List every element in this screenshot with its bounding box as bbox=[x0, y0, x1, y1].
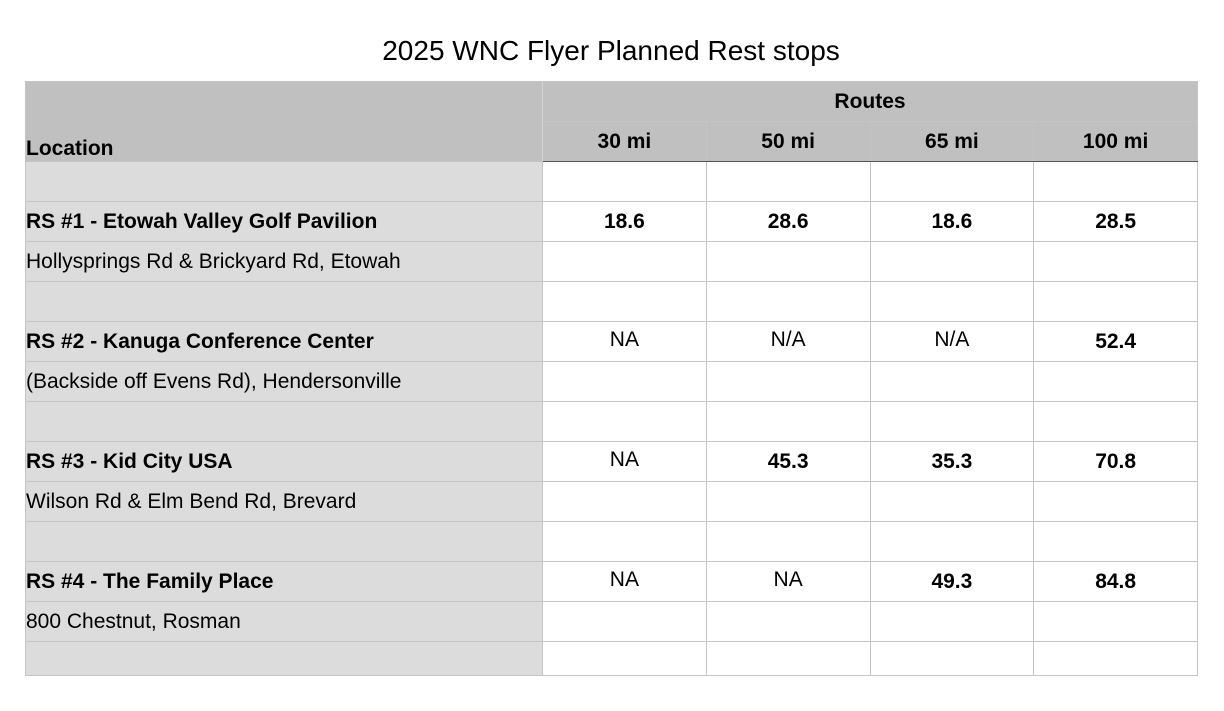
empty-cell bbox=[870, 642, 1034, 676]
table-row bbox=[26, 202, 1198, 242]
stop-name: RS #3 - Kid City USA bbox=[26, 442, 543, 482]
empty-cell bbox=[1034, 642, 1198, 676]
stop-mile-100: 28.5 bbox=[1034, 202, 1198, 242]
spacer-row bbox=[26, 402, 1198, 442]
empty-cell bbox=[1034, 602, 1198, 642]
stop-mile-65: 49.3 bbox=[870, 562, 1034, 602]
stop-mile-50: NA bbox=[706, 562, 870, 602]
stop-address: 800 Chestnut, Rosman bbox=[26, 602, 543, 642]
table-row bbox=[26, 562, 1198, 602]
empty-cell bbox=[870, 482, 1034, 522]
empty-cell bbox=[870, 402, 1034, 442]
spacer-row bbox=[26, 642, 1198, 676]
stop-mile-50: N/A bbox=[706, 322, 870, 362]
stop-mile-50: 28.6 bbox=[706, 202, 870, 242]
stop-mile-65: 35.3 bbox=[870, 442, 1034, 482]
empty-cell bbox=[870, 362, 1034, 402]
table-row bbox=[26, 322, 1198, 362]
stop-mile-50: 45.3 bbox=[706, 442, 870, 482]
empty-cell bbox=[1034, 282, 1198, 322]
empty-cell bbox=[706, 522, 870, 562]
stop-address: (Backside off Evens Rd), Hendersonville bbox=[26, 362, 543, 402]
empty-cell bbox=[870, 602, 1034, 642]
stop-mile-100: 52.4 bbox=[1034, 322, 1198, 362]
empty-cell bbox=[1034, 482, 1198, 522]
spacer-row bbox=[26, 162, 1198, 202]
page-title: 2025 WNC Flyer Planned Rest stops bbox=[382, 35, 840, 66]
stop-mile-100: 84.8 bbox=[1034, 562, 1198, 602]
empty-cell bbox=[26, 282, 543, 322]
rest-stops-table bbox=[25, 81, 1198, 676]
empty-cell bbox=[706, 602, 870, 642]
stop-mile-30: 18.6 bbox=[543, 202, 707, 242]
empty-cell bbox=[1034, 362, 1198, 402]
stop-mile-65: 18.6 bbox=[870, 202, 1034, 242]
empty-cell bbox=[543, 602, 707, 642]
stop-mile-65: N/A bbox=[870, 322, 1034, 362]
routes-header: Routes bbox=[543, 82, 1198, 122]
location-header: Location bbox=[26, 82, 543, 162]
stop-mile-30: NA bbox=[543, 322, 707, 362]
empty-cell bbox=[543, 642, 707, 676]
empty-cell bbox=[543, 242, 707, 282]
empty-cell bbox=[543, 162, 707, 202]
empty-cell bbox=[26, 162, 543, 202]
empty-cell bbox=[543, 362, 707, 402]
empty-cell bbox=[26, 402, 543, 442]
header-row-routes bbox=[26, 82, 1198, 122]
empty-cell bbox=[1034, 402, 1198, 442]
empty-cell bbox=[706, 282, 870, 322]
empty-cell bbox=[26, 642, 543, 676]
empty-cell bbox=[26, 522, 543, 562]
empty-cell bbox=[706, 362, 870, 402]
table-row bbox=[26, 602, 1198, 642]
empty-cell bbox=[1034, 162, 1198, 202]
stop-name: RS #2 - Kanuga Conference Center bbox=[26, 322, 543, 362]
empty-cell bbox=[706, 242, 870, 282]
table-row bbox=[26, 482, 1198, 522]
empty-cell bbox=[870, 162, 1034, 202]
route-header-30: 30 mi bbox=[543, 122, 707, 162]
table-row bbox=[26, 242, 1198, 282]
stop-name: RS #1 - Etowah Valley Golf Pavilion bbox=[26, 202, 543, 242]
spacer-row bbox=[26, 282, 1198, 322]
stop-address: Wilson Rd & Elm Bend Rd, Brevard bbox=[26, 482, 543, 522]
stop-address: Hollysprings Rd & Brickyard Rd, Etowah bbox=[26, 242, 543, 282]
route-header-100: 100 mi bbox=[1034, 122, 1198, 162]
route-header-50: 50 mi bbox=[706, 122, 870, 162]
empty-cell bbox=[706, 402, 870, 442]
empty-cell bbox=[706, 482, 870, 522]
stop-mile-30: NA bbox=[543, 442, 707, 482]
empty-cell bbox=[870, 242, 1034, 282]
empty-cell bbox=[1034, 242, 1198, 282]
stop-mile-100: 70.8 bbox=[1034, 442, 1198, 482]
stop-name: RS #4 - The Family Place bbox=[26, 562, 543, 602]
stop-mile-30: NA bbox=[543, 562, 707, 602]
spacer-row bbox=[26, 522, 1198, 562]
route-header-65: 65 mi bbox=[870, 122, 1034, 162]
empty-cell bbox=[543, 282, 707, 322]
empty-cell bbox=[870, 522, 1034, 562]
empty-cell bbox=[543, 522, 707, 562]
empty-cell bbox=[543, 482, 707, 522]
empty-cell bbox=[543, 402, 707, 442]
empty-cell bbox=[706, 162, 870, 202]
table-row bbox=[26, 442, 1198, 482]
table-row bbox=[26, 362, 1198, 402]
empty-cell bbox=[706, 642, 870, 676]
empty-cell bbox=[1034, 522, 1198, 562]
empty-cell bbox=[870, 282, 1034, 322]
